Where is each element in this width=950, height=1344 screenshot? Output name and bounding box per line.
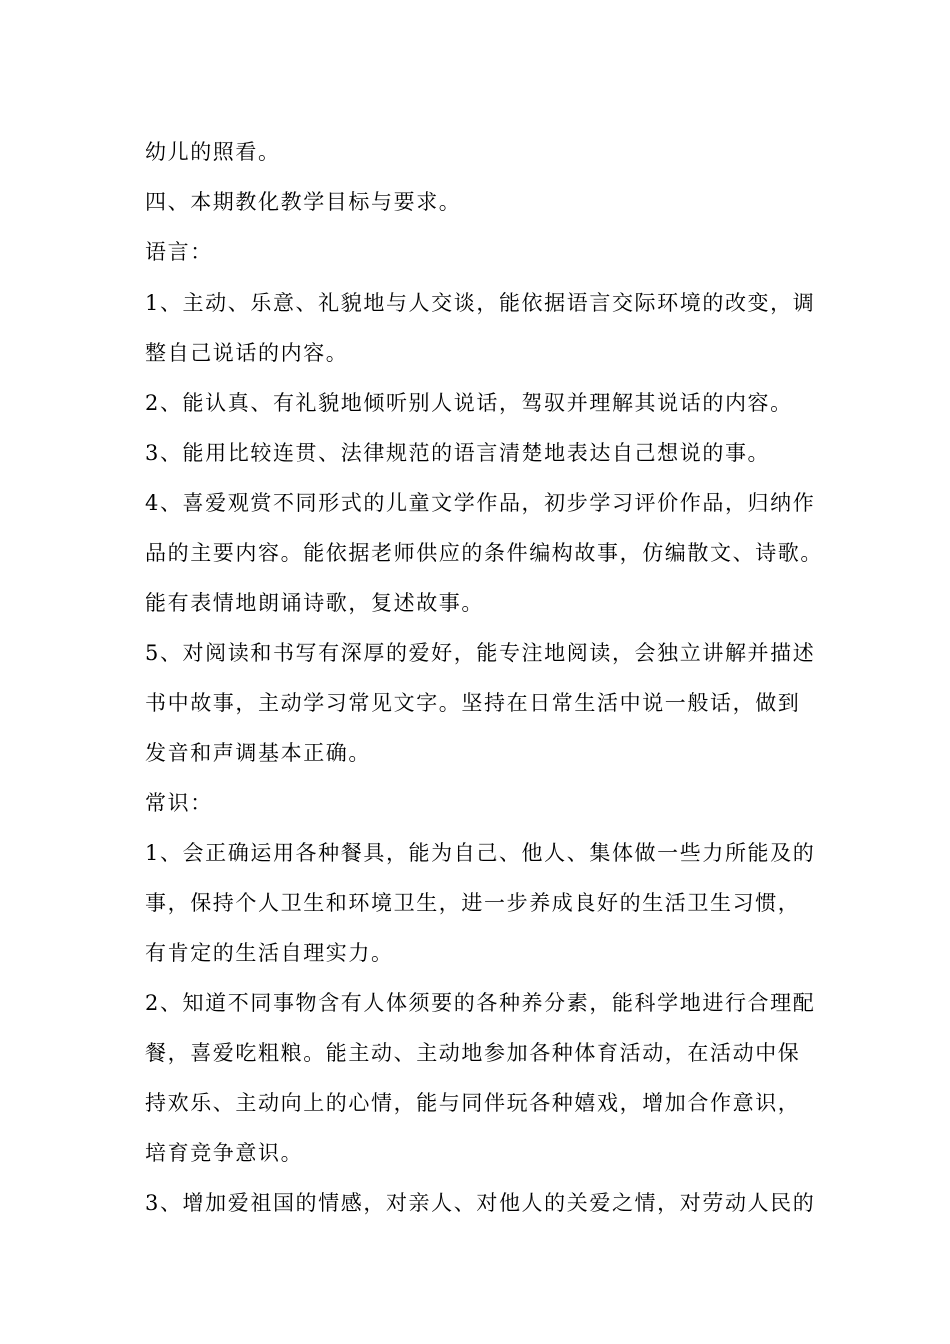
text-line: 事，保持个人卫生和环境卫生，进一步养成良好的生活卫生习惯，	[145, 891, 801, 915]
text-line: 3、增加爱祖国的情感，对亲人、对他人的关爱之情，对劳动人民的	[145, 1191, 816, 1215]
text-line: 2、能认真、有礼貌地倾听别人说话，驾驭并理解其说话的内容。	[145, 391, 793, 415]
text-line: 书中故事，主动学习常见文字。坚持在日常生活中说一般话，做到	[145, 691, 801, 715]
text-line: 持欢乐、主动向上的心情，能与同伴玩各种嬉戏，增加合作意识，	[145, 1091, 801, 1115]
text-line: 4、喜爱观赏不同形式的儿童文学作品，初步学习评价作品，归纳作	[145, 491, 816, 515]
text-line: 能有表情地朗诵诗歌，复述故事。	[145, 591, 484, 615]
text-line: 1、主动、乐意、礼貌地与人交谈，能依据语言交际环境的改变，调	[145, 291, 816, 315]
text-line: 培育竞争意识。	[145, 1141, 304, 1165]
text-line: 有肯定的生活自理实力。	[145, 941, 394, 965]
text-line: 发音和声调基本正确。	[145, 741, 371, 765]
text-line: 5、对阅读和书写有深厚的爱好，能专注地阅读，会独立讲解并描述	[145, 641, 816, 665]
text-line: 整自己说话的内容。	[145, 341, 349, 365]
subsection-heading-language: 语言：	[145, 240, 213, 264]
text-line: 2、知道不同事物含有人体须要的各种养分素，能科学地进行合理配	[145, 991, 816, 1015]
text-line: 1、会正确运用各种餐具，能为自己、他人、集体做一些力所能及的	[145, 841, 816, 865]
section-heading: 四、本期教化教学目标与要求。	[145, 190, 462, 214]
subsection-heading-common-sense: 常识：	[145, 791, 213, 815]
text-line: 3、能用比较连贯、法律规范的语言清楚地表达自己想说的事。	[145, 441, 771, 465]
text-line: 幼儿的照看。	[145, 140, 281, 164]
text-line: 品的主要内容。能依据老师供应的条件编构故事，仿编散文、诗歌。	[145, 541, 823, 565]
text-line: 餐，喜爱吃粗粮。能主动、主动地参加各种体育活动，在活动中保	[145, 1041, 801, 1065]
